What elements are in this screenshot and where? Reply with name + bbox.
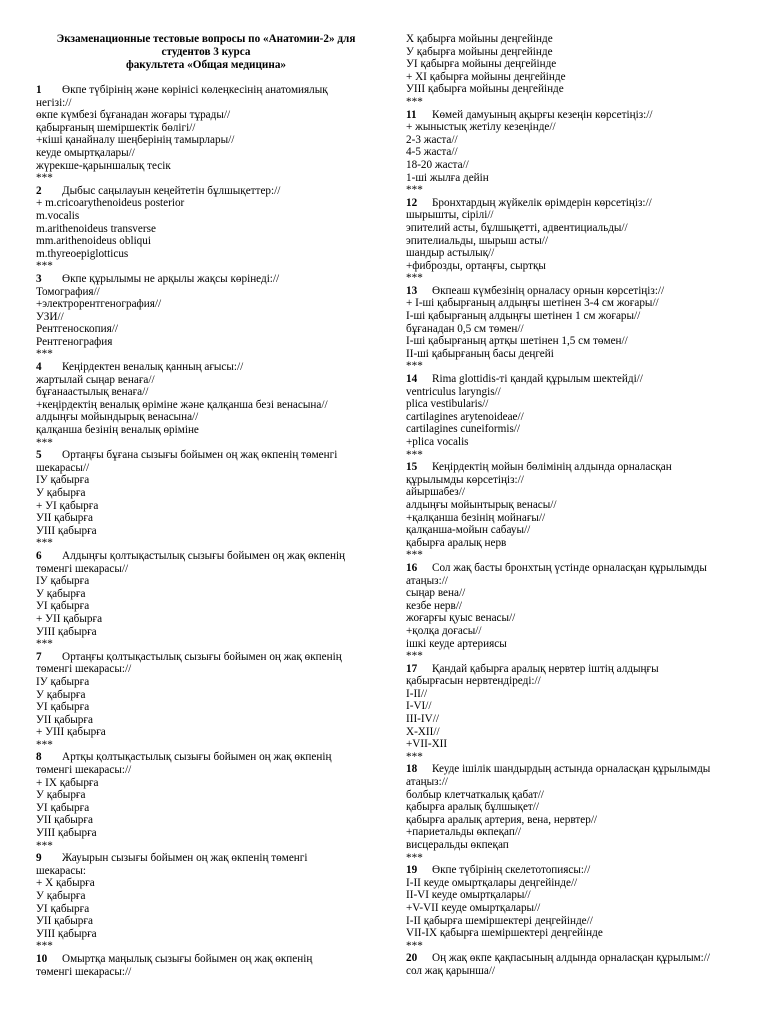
question-text: Артқы қолтықастылық сызығы бойымен оң жақ өкпенің: [62, 751, 332, 764]
question-block: [36, 361, 376, 449]
header-line-2: студентов 3 курса: [161, 46, 251, 58]
answer-option: ішкі кеуде артериясы: [406, 637, 507, 650]
answer-option: сыңар вена//: [406, 587, 466, 600]
question-block: [406, 763, 736, 864]
answer-option: ventriculus laryngis//: [406, 385, 501, 398]
question-number: 1: [36, 84, 42, 96]
answer-option: I-ші қабырғаның артқы шетінен 1,5 см төмен//: [406, 335, 628, 348]
question-text: Дыбыс саңылауын кеңейтетін бұлшықеттер://: [62, 184, 281, 197]
question-text: төменгі шекарасы://: [36, 965, 132, 978]
answer-option: 18-20 жаста//: [406, 158, 469, 171]
question-block: [406, 109, 736, 197]
question-block: [406, 33, 736, 109]
question-number: 14: [406, 373, 418, 386]
answer-option: шандыр астылық//: [406, 247, 495, 260]
question-separator: ***: [36, 172, 53, 185]
answer-option: УЗИ//: [36, 310, 64, 323]
answer-option: бұғанаастылық венаға//: [36, 386, 149, 399]
answer-option: У қабырға мойыны деңгейінде: [406, 45, 553, 58]
question-number: 16: [406, 561, 418, 574]
answer-option: қалқанша безінің веналық өріміне: [36, 424, 199, 437]
question-separator: ***: [36, 260, 53, 273]
answer-option: +кіші қанайналу шеңберінің тамырлары//: [36, 134, 235, 147]
answer-option: Х қабырға мойыны деңгейінде: [406, 33, 553, 45]
question-number: 11: [406, 108, 417, 121]
question-number: 13: [406, 284, 418, 297]
answer-option: алдыңғы мойынтырық венасы//: [406, 498, 557, 511]
question-text: шекарасы:: [36, 864, 86, 877]
right-column: [406, 0, 736, 978]
question-block: [406, 663, 736, 764]
question-text: Ортаңғы қолтықастылық сызығы бойымен оң жақ өкпенің: [62, 650, 342, 663]
question-block: [406, 461, 736, 562]
question-number: 8: [36, 751, 42, 764]
question-block: [36, 273, 376, 361]
question-number: 18: [406, 763, 418, 776]
question-separator: ***: [36, 738, 53, 751]
answer-option: сол жақ қарынша//: [406, 964, 496, 977]
question-number: 9: [36, 852, 42, 865]
question-separator: ***: [36, 348, 53, 361]
answer-option: Рентгеноскопия//: [36, 323, 118, 336]
answer-option: IУ қабырға: [36, 575, 90, 588]
answer-option: УIII қабырға: [36, 625, 97, 638]
question-text: атаңыз://: [406, 574, 448, 587]
question-text: Ортаңғы бұғана сызығы бойымен оң жақ өкпенің төменгі: [62, 449, 338, 462]
answer-option: +электрорентгенография//: [36, 298, 162, 311]
answer-option: УI қабырға: [36, 600, 90, 613]
question-separator: ***: [406, 272, 423, 285]
question-separator: ***: [406, 939, 423, 952]
question-number: 15: [406, 461, 418, 474]
answer-option: II-VI кеуде омыртқалары//: [406, 889, 531, 902]
answer-option: Рентгенография: [36, 335, 113, 348]
question-separator: ***: [36, 436, 53, 449]
question-separator: ***: [406, 750, 423, 763]
document-header: [36, 33, 376, 72]
answer-option: УI қабырға мойыны деңгейінде: [406, 58, 557, 71]
question-number: 17: [406, 662, 418, 675]
answer-option: Томография//: [36, 285, 100, 298]
answer-option: + ХI қабырға мойыны деңгейінде: [406, 70, 566, 83]
answer-option: IУ қабырға: [36, 675, 90, 688]
answer-option: 4-5 жаста//: [406, 146, 458, 159]
question-separator: ***: [36, 940, 53, 953]
question-separator: ***: [406, 95, 423, 108]
answer-option: IУ қабырға: [36, 474, 90, 487]
answer-option: қалқанша-мойын сабауы//: [406, 524, 531, 537]
answer-option: жүрекше-қарыншалық тесік: [36, 159, 171, 172]
answer-option: +VII-XII: [406, 738, 448, 751]
answer-option: mm.arithenoideus obliqui: [36, 235, 151, 248]
answer-option: шырышты, сірілі//: [406, 209, 494, 222]
question-text: Алдыңғы қолтықастылық сызығы бойымен оң жақ өкпенің: [62, 549, 346, 562]
answer-option: m.thyreoepiglotticus: [36, 247, 129, 260]
answer-option: қабырға аралық артерия, вена, нервтер//: [406, 813, 598, 826]
answer-option: УII қабырға: [36, 713, 93, 726]
question-number: 20: [406, 952, 418, 965]
answer-option: I-VI//: [406, 700, 432, 713]
question-text: шекарасы//: [36, 461, 90, 474]
answer-option: УI қабырға: [36, 801, 90, 814]
question-text: Rima glottidis-ті қандай құрылым шектейді//: [432, 373, 643, 386]
question-text: Сол жақ басты бронхтың үстінде орналасқан құрылымды: [432, 561, 707, 574]
answer-option: У қабырға: [36, 789, 86, 802]
answer-option: УI қабырға: [36, 902, 90, 915]
answer-option: +V-VII кеуде омыртқалары//: [406, 901, 541, 914]
question-block: [406, 952, 736, 977]
answer-option: қабырға аралық нерв: [406, 536, 507, 549]
answer-option: алдыңғы мойындырық венасына//: [36, 411, 199, 424]
question-text: Қандай қабырға аралық нервтер іштің алдыңғы: [432, 662, 659, 675]
answer-option: + m.cricoarythenoideus posterior: [36, 197, 185, 210]
answer-option: +plica vocalis: [406, 436, 469, 448]
answer-option: УIII қабырға мойыны деңгейінде: [406, 83, 564, 96]
answer-option: m.arithenoideus transverse: [36, 222, 156, 235]
question-separator: ***: [406, 360, 423, 373]
answer-option: У қабырға: [36, 688, 86, 701]
question-text: Кеуде ішілік шандырдың астында орналасқан құрылымды: [432, 763, 711, 776]
answer-option: висцеральды өкпеқап: [406, 839, 509, 851]
answer-option: бұғанадан 0,5 см төмен//: [406, 322, 524, 335]
question-text: құрылымды көрсетіңіз://: [406, 473, 524, 486]
question-text: атаңыз://: [406, 776, 448, 789]
question-list-left: [36, 84, 376, 978]
answer-option: + УIII қабырға: [36, 726, 106, 739]
answer-option: 1-ші жылға дейін: [406, 171, 489, 184]
answer-option: +қалқанша безінің мойнағы//: [406, 511, 546, 524]
question-block: [406, 285, 736, 373]
answer-option: cartilagines cuneiformis//: [406, 423, 521, 436]
question-text: төменгі шекарасы://: [36, 764, 132, 777]
answer-option: X-XII//: [406, 725, 440, 738]
answer-option: УIII қабырға: [36, 927, 97, 940]
answer-option: қабырға аралық бұлшықет//: [406, 801, 540, 814]
answer-option: 2-3 жаста//: [406, 133, 458, 146]
question-number: 10: [36, 952, 48, 965]
question-text: Кеңірдектен веналық қанның ағысы://: [62, 361, 244, 374]
question-separator: ***: [36, 839, 53, 852]
question-number: 6: [36, 549, 42, 562]
answer-option: болбыр клетчаткалық қабат//: [406, 788, 544, 801]
header-line-3: факультета «Общая медицина»: [125, 59, 287, 71]
answer-option: III-IV//: [406, 713, 439, 726]
answer-option: У қабырға: [36, 890, 86, 902]
question-text: Өкпе түбірінің және көрінісі көлеңкесінің анатомиялық: [62, 84, 328, 96]
question-text: Бронхтардың жүйкелік өрімдерін көрсетіңіз://: [432, 196, 652, 209]
answer-option: эпителий асты, бұлшықетті, адвентициальды//: [406, 221, 628, 234]
question-text: төменгі шекарасы//: [36, 562, 129, 575]
question-text: Кеңірдектің мойын бөлімінің алдында орналасқан: [432, 461, 672, 474]
question-text: Омыртқа маңылық сызығы бойымен оң жақ өкпенің: [62, 952, 313, 965]
question-text: Жауырын сызығы бойымен оң жақ өкпенің төменгі: [62, 852, 308, 865]
answer-option: қабырғаның шеміршектік бөлігі//: [36, 121, 196, 134]
question-block: [36, 953, 376, 978]
answer-option: жоғарғы қуыс венасы//: [406, 612, 516, 625]
answer-option: жартылай сыңар венаға//: [36, 373, 155, 386]
question-separator: ***: [406, 851, 423, 864]
answer-option: У қабырға: [36, 487, 86, 499]
question-block: [36, 449, 376, 550]
question-separator: ***: [406, 650, 423, 663]
header-line-1: Экзаменационные тестовые вопросы по «Анатомии-2» для: [56, 33, 356, 45]
answer-option: + I-ші қабырғаның алдыңғы шетінен 3-4 см жоғары//: [406, 297, 659, 310]
answer-option: +кеңірдектің веналық өріміне және қалқанша безі венасына//: [36, 398, 328, 411]
answer-option: + УI қабырға: [36, 499, 99, 512]
question-separator: ***: [406, 448, 423, 461]
answer-option: + Х қабырға: [36, 877, 95, 890]
question-block: [36, 550, 376, 651]
answer-option: кеуде омыртқалары//: [36, 146, 135, 159]
question-block: [406, 197, 736, 285]
answer-option: өкпе күмбезі бұғанадан жоғары тұрады//: [36, 109, 231, 122]
question-separator: ***: [36, 537, 53, 550]
answer-option: plica vestibularis//: [406, 398, 489, 411]
answer-option: +қолқа доғасы//: [406, 624, 482, 637]
question-separator: ***: [406, 184, 423, 197]
answer-option: УIII қабырға: [36, 827, 97, 840]
question-number: 4: [36, 361, 42, 374]
question-block: [36, 751, 376, 852]
question-number: 3: [36, 272, 42, 285]
answer-option: эпителиальды, шырыш асты//: [406, 234, 548, 247]
question-text: негізі://: [36, 96, 72, 109]
answer-option: УIII қабырға: [36, 524, 97, 537]
question-text: Көмей дамуының ақырғы кезеңін көрсетіңіз://: [432, 108, 653, 121]
answer-option: УII қабырға: [36, 814, 93, 827]
question-block: [36, 651, 376, 752]
question-block: [36, 185, 376, 273]
answer-option: I-II қабырға шеміршектері деңгейінде//: [406, 914, 593, 927]
question-block: [36, 852, 376, 953]
answer-option: У қабырға: [36, 587, 86, 600]
question-separator: ***: [406, 549, 423, 562]
question-block: [36, 84, 376, 185]
question-text: Өкпе түбірінің скелетотопиясы://: [432, 864, 591, 877]
answer-option: I-ші қабырғаның алдыңғы шетінен 1 см жоғары//: [406, 310, 641, 323]
question-text: төменгі шекарасы://: [36, 663, 132, 676]
answer-option: +фиброзды, ортаңғы, сыртқы: [406, 259, 546, 272]
answer-option: m.vocalis: [36, 209, 80, 222]
answer-option: + IХ қабырға: [36, 776, 99, 789]
question-block: [406, 373, 736, 461]
answer-option: + УII қабырға: [36, 612, 103, 625]
answer-option: II-ші қабырғаның басы деңгейі: [406, 347, 554, 360]
question-block: [406, 562, 736, 663]
question-text: қабырғасын нервтендіреді://: [406, 675, 541, 688]
question-number: 7: [36, 650, 42, 663]
question-block: [406, 864, 736, 952]
answer-option: I-II//: [406, 687, 428, 700]
answer-option: кезбе нерв//: [406, 599, 463, 612]
answer-option: I-II кеуде омыртқалары деңгейінде//: [406, 876, 578, 889]
question-number: 19: [406, 864, 418, 877]
answer-option: VII-IX қабырға шеміршектері деңгейінде: [406, 927, 603, 940]
question-list-right: [406, 33, 736, 978]
question-text: Оң жақ өкпе қақпасының алдында орналасқан құрылым://: [432, 952, 711, 965]
answer-option: УII қабырға: [36, 512, 93, 525]
question-text: Өкпе құрылымы не арқылы жақсы көрінеді://: [62, 272, 280, 285]
answer-option: айыршабез//: [406, 486, 465, 499]
answer-option: УI қабырға: [36, 701, 90, 714]
question-separator: ***: [36, 638, 53, 651]
answer-option: УII қабырға: [36, 915, 93, 928]
answer-option: +париетальды өкпеқап//: [406, 826, 522, 839]
question-text: Өкпеаш күмбезінің орналасу орнын көрсетіңіз://: [432, 284, 665, 297]
left-column: [36, 0, 376, 978]
answer-option: cartilagines arytenoideae//: [406, 410, 524, 423]
question-number: 5: [36, 449, 42, 462]
question-number: 2: [36, 184, 42, 197]
question-number: 12: [406, 196, 418, 209]
answer-option: + жыныстық жетілу кезеңінде//: [406, 121, 556, 134]
